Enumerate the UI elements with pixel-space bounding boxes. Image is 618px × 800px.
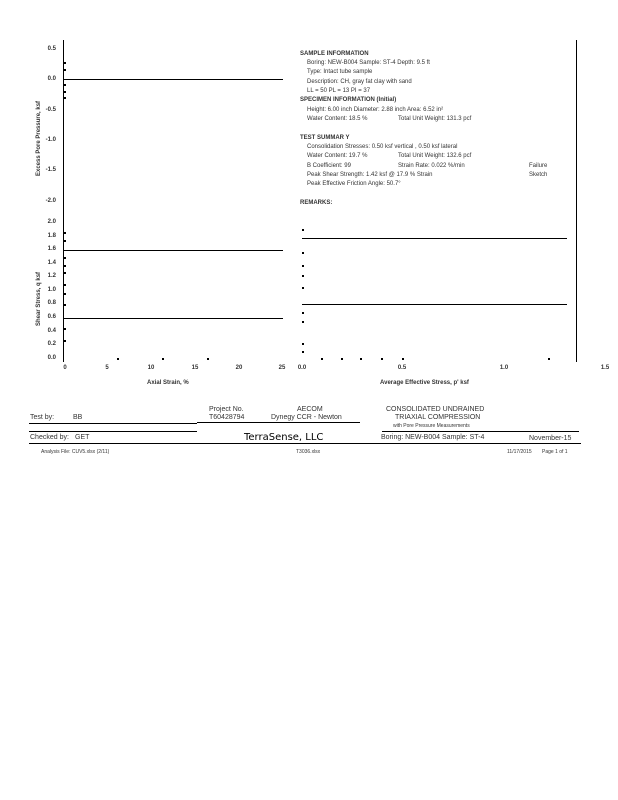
path-axis-tick bbox=[302, 312, 304, 314]
shear-ytick: 0.2 bbox=[47, 341, 56, 347]
test-summary-heading: TEST SUMMAR Y bbox=[300, 135, 350, 141]
shear-ytick: 1.0 bbox=[47, 287, 56, 293]
shear-ytick: 0.4 bbox=[47, 328, 56, 334]
checked-by-value: GET bbox=[75, 434, 90, 441]
path-x-axis-tick bbox=[321, 358, 323, 360]
test-by-value: BB bbox=[73, 414, 83, 421]
sample-description: Description: CH, gray fat clay with sand bbox=[307, 79, 412, 85]
sample-type: Type: Intact tube sample bbox=[307, 69, 373, 75]
sketch-label: Sketch bbox=[529, 172, 548, 178]
path-upper-line bbox=[302, 238, 567, 239]
shear-axis-tick bbox=[64, 272, 66, 274]
path-x-axis-tick bbox=[381, 358, 383, 360]
checked-by-label: Checked by: bbox=[30, 434, 69, 441]
print-date: 11/17/2015 bbox=[507, 449, 532, 455]
path-axis-tick bbox=[302, 287, 304, 289]
pore-axis-tick bbox=[64, 91, 66, 93]
frame-left-line bbox=[63, 40, 64, 362]
shear-xlabel: Axial Strain, % bbox=[147, 380, 189, 386]
pore-ytick: -1.5 bbox=[45, 167, 56, 173]
pore-axis-tick bbox=[64, 62, 66, 64]
consolidation-stresses: Consolidation Stresses: 0.50 ksf vertical , 0.50 ksf lateral bbox=[307, 144, 458, 150]
report-title-line2: TRIAXIAL COMPRESSION bbox=[395, 414, 481, 421]
title-block-top-line bbox=[29, 423, 197, 424]
test-unit-weight: Total Unit Weight: 132.6 pcf bbox=[398, 153, 472, 159]
path-axis-tick bbox=[302, 321, 304, 323]
pore-axis-tick bbox=[64, 69, 66, 71]
shear-xtick: 10 bbox=[147, 365, 155, 371]
path-xtick: 1.0 bbox=[499, 365, 509, 371]
title-block-bottom-line bbox=[29, 443, 581, 444]
specimen-dimensions: Height: 6.00 inch Diameter: 2.88 inch Area: 6.52 in² bbox=[307, 107, 444, 113]
test-water-content: Water Content: 19.7 % bbox=[307, 153, 368, 159]
project-no-value: T60428794 bbox=[209, 414, 245, 421]
shear-ytick: 1.6 bbox=[47, 246, 56, 252]
pore-ytick: -2.0 bbox=[45, 198, 56, 204]
path-x-axis-tick bbox=[548, 358, 550, 360]
peak-shear-strength: Peak Shear Strength: 1.42 ksf @ 17.9 % Strain bbox=[307, 172, 433, 178]
shear-stress-ylabel: Shear Stress, q ksf bbox=[36, 271, 42, 326]
project-underline bbox=[197, 422, 360, 423]
shear-ytick: 0.0 bbox=[47, 355, 56, 361]
shear-ytick: 1.8 bbox=[47, 233, 56, 239]
pore-ytick: -0.5 bbox=[45, 107, 56, 113]
shear-ytick: 0.6 bbox=[47, 314, 56, 320]
path-xlabel: Average Effective Stress, p' ksf bbox=[380, 380, 469, 386]
shear-xtick: 20 bbox=[235, 365, 243, 371]
path-xtick: 0.0 bbox=[297, 365, 307, 371]
sample-info-heading: SAMPLE INFORMATION bbox=[300, 51, 369, 57]
pore-ytick: 0.5 bbox=[47, 46, 56, 52]
shear-x-axis-tick bbox=[117, 358, 119, 360]
shear-xtick: 25 bbox=[278, 365, 286, 371]
sample-limits: LL = 50 PL = 13 PI = 37 bbox=[307, 88, 371, 94]
pore-ytick: 0.0 bbox=[47, 76, 56, 82]
pore-ytick: -1.0 bbox=[45, 137, 56, 143]
pore-pressure-line bbox=[64, 79, 283, 80]
report-title-line3: with Pore Pressure Measurements bbox=[393, 423, 470, 429]
pore-axis-tick bbox=[64, 97, 66, 99]
shear-xtick: 15 bbox=[191, 365, 199, 371]
shear-xtick: 0 bbox=[63, 365, 67, 371]
terrasense-logo: TerraSense, LLC bbox=[244, 432, 324, 443]
remarks-heading: REMARKS: bbox=[300, 200, 333, 206]
pore-pressure-ylabel: Excess Pore Pressure, ksf bbox=[36, 100, 42, 176]
shear-ytick: 0.8 bbox=[47, 300, 56, 306]
shear-x-axis-tick bbox=[162, 358, 164, 360]
client-name: AECOM bbox=[297, 406, 323, 413]
path-x-axis-tick bbox=[360, 358, 362, 360]
test-by-label: Test by: bbox=[30, 414, 55, 421]
shear-axis-tick bbox=[64, 284, 66, 286]
title-block-top-line-right bbox=[382, 431, 579, 432]
shear-axis-tick bbox=[64, 232, 66, 234]
report-title-line1: CONSOLIDATED UNDRAINED bbox=[386, 406, 485, 413]
footer-boring: Boring: NEW-B004 Sample: ST-4 bbox=[381, 434, 485, 441]
specimen-unit-weight: Total Unit Weight: 131.3 pcf bbox=[398, 116, 472, 122]
shear-axis-tick bbox=[64, 340, 66, 342]
project-name: Dynegy CCR - Newton bbox=[271, 414, 342, 421]
path-axis-tick bbox=[302, 229, 304, 231]
footer-date: November-15 bbox=[529, 435, 572, 442]
shear-upper-line bbox=[64, 250, 283, 251]
path-axis-tick bbox=[302, 252, 304, 254]
shear-x-axis-tick bbox=[207, 358, 209, 360]
path-axis-tick bbox=[302, 275, 304, 277]
page-number: Page 1 of 1 bbox=[542, 449, 568, 455]
shear-axis-tick bbox=[64, 293, 66, 295]
path-xtick: 0.5 bbox=[397, 365, 407, 371]
project-no-label: Project No. bbox=[209, 406, 244, 413]
shear-ytick: 1.4 bbox=[47, 260, 56, 266]
shear-ytick: 1.2 bbox=[47, 273, 56, 279]
analysis-file: Analysis File: CUV5.xlsx (2/11) bbox=[41, 449, 110, 455]
failure-label: Failure bbox=[529, 163, 548, 169]
path-xtick: 1.5 bbox=[600, 365, 610, 371]
shear-xtick: 5 bbox=[105, 365, 109, 371]
shear-lower-line bbox=[64, 318, 283, 319]
data-file: T3036.xlsx bbox=[296, 449, 321, 455]
frame-right-line bbox=[576, 40, 577, 362]
path-lower-line bbox=[302, 304, 567, 305]
b-coefficient: B Coefficient: 99 bbox=[307, 163, 351, 169]
path-axis-tick bbox=[302, 265, 304, 267]
friction-angle: Peak Effective Friction Angle: 50.7° bbox=[307, 181, 401, 187]
title-block-mid-line bbox=[29, 431, 197, 432]
sample-boring: Boring: NEW-B004 Sample: ST-4 Depth: 9.5 ft bbox=[307, 60, 430, 66]
path-x-axis-tick bbox=[341, 358, 343, 360]
specimen-water-content: Water Content: 18.5 % bbox=[307, 116, 368, 122]
path-x-axis-tick bbox=[402, 358, 404, 360]
path-axis-tick bbox=[302, 343, 304, 345]
shear-axis-tick bbox=[64, 257, 66, 259]
pore-axis-tick bbox=[64, 84, 66, 86]
shear-axis-tick bbox=[64, 304, 66, 306]
shear-axis-tick bbox=[64, 265, 66, 267]
shear-axis-tick bbox=[64, 328, 66, 330]
shear-ytick: 2.0 bbox=[47, 219, 56, 225]
specimen-info-heading: SPECIMEN INFORMATION (Initial) bbox=[300, 97, 397, 103]
strain-rate: Strain Rate: 0.022 %/min bbox=[398, 163, 465, 169]
path-axis-tick bbox=[302, 351, 304, 353]
shear-axis-tick bbox=[64, 240, 66, 242]
